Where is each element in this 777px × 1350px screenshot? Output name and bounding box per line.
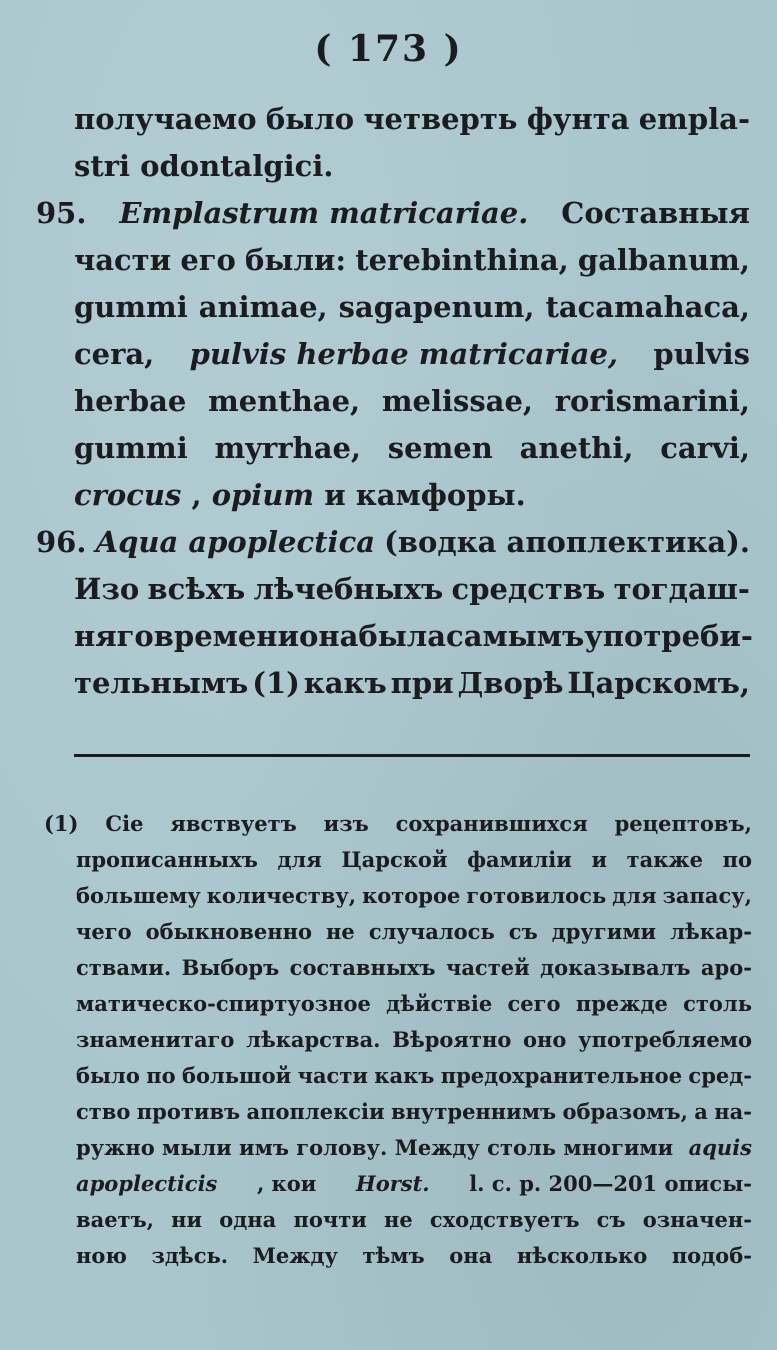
footnote-line-segment: ваетъ, ни одна почти не сходствуетъ съ означен- bbox=[76, 1207, 752, 1232]
text-line bbox=[74, 566, 750, 613]
text-line-segment: Изо всѣхъ лѣчебныхъ средствъ тогдаш- bbox=[74, 572, 750, 606]
text-line-segment: crocus bbox=[74, 478, 182, 512]
footnote-divider bbox=[74, 754, 750, 757]
text-line-segment: получаемо было четверть фунта empla- bbox=[74, 102, 750, 136]
footnote-line bbox=[76, 986, 752, 1022]
footnote-line bbox=[76, 1202, 752, 1238]
text-line bbox=[74, 660, 750, 707]
text-line-segment: gummi animae, sagapenum, tacamahaca, bbox=[74, 290, 750, 324]
footnote-line-segment: l. c. p. 200—201 описы- bbox=[469, 1171, 752, 1196]
text-line bbox=[74, 331, 750, 378]
text-line-segment: 96. bbox=[36, 525, 87, 559]
footnote-line-segment: было по большой части какъ предохранительное сред- bbox=[76, 1063, 752, 1088]
text-line-segment: pulvis bbox=[653, 337, 750, 371]
footnote-line-segment: aquis bbox=[688, 1135, 752, 1160]
text-line bbox=[74, 613, 753, 660]
text-line-segment: Aqua apoplectica bbox=[95, 525, 376, 559]
footnote-line-segment: матическо-спиртуозное дѣйствіе сего прежде столь bbox=[76, 991, 752, 1016]
text-line-segment: Emplastrum matricariae. bbox=[119, 196, 529, 230]
footnote-line-segment: ство противъ апоплексіи внутреннимъ образомъ, а на- bbox=[76, 1099, 752, 1124]
text-line-segment: и камфоры. bbox=[324, 478, 526, 512]
text-line-segment: pulvis herbae matricariae, bbox=[189, 337, 619, 371]
footnote-line bbox=[76, 842, 752, 878]
footnote-line-segment: знаменитаго лѣкарства. Вѣроятно оно употребляемо bbox=[76, 1027, 752, 1052]
footnote-line-segment: , кои bbox=[256, 1171, 317, 1196]
page-number: ( 173 ) bbox=[314, 28, 463, 70]
text-line-segment: stri odontalgici. bbox=[74, 149, 334, 183]
text-line-segment: , bbox=[191, 478, 202, 512]
footnote-line-segment: ствами. Выборъ составныхъ частей доказывалъ аро- bbox=[76, 955, 752, 980]
text-line bbox=[74, 96, 750, 143]
footnote-line bbox=[76, 1166, 752, 1202]
footnote-line bbox=[44, 806, 752, 842]
footnote-line-segment: прописанныхъ для Царской фамиліи и также по bbox=[76, 847, 752, 872]
footnote-line bbox=[76, 1238, 752, 1274]
footnote-line bbox=[76, 950, 752, 986]
text-line-segment: части его были: terebinthina, galbanum, bbox=[74, 243, 750, 277]
footnote-line-segment: apoplecticis bbox=[76, 1171, 218, 1196]
text-line-segment: cera, bbox=[74, 337, 155, 371]
text-line-segment: Составныя bbox=[561, 196, 750, 230]
footnote bbox=[44, 806, 752, 1274]
text-line-segment: herbae menthae, melissae, rorismarini, bbox=[74, 384, 750, 418]
text-line bbox=[74, 143, 750, 190]
footnote-line-segment: ружно мыли имъ голову. Между столь многими bbox=[76, 1135, 674, 1160]
text-line-segment: opium bbox=[211, 478, 315, 512]
text-line bbox=[74, 378, 750, 425]
footnote-line bbox=[76, 1094, 752, 1130]
text-line-segment: тельнымъ (1) какъ при Дворѣ Царскомъ, bbox=[74, 666, 750, 700]
main-text bbox=[36, 96, 753, 707]
footnote-line-segment: Horst. bbox=[355, 1171, 430, 1196]
text-line-segment: няго времени она была самымъ употреби- bbox=[74, 619, 753, 653]
footnote-line bbox=[76, 878, 752, 914]
text-line-segment: gummi myrrhae, semen anethi, carvi, bbox=[74, 431, 750, 465]
footnote-line-segment: (1) Сіе явствуетъ изъ сохранившихся рецептовъ, bbox=[44, 811, 752, 836]
text-line bbox=[74, 237, 750, 284]
footnote-line bbox=[76, 914, 752, 950]
text-line bbox=[74, 472, 750, 519]
footnote-line bbox=[76, 1130, 752, 1166]
text-line bbox=[74, 425, 750, 472]
text-line-segment: 95. bbox=[36, 196, 87, 230]
text-line bbox=[74, 284, 750, 331]
text-line bbox=[36, 190, 750, 237]
text-line-segment: (водка апоплектика). bbox=[384, 525, 750, 559]
footnote-line bbox=[76, 1058, 752, 1094]
text-line bbox=[36, 519, 750, 566]
footnote-line bbox=[76, 1022, 752, 1058]
footnote-line-segment: ною здѣсь. Между тѣмъ она нѣсколько подоб- bbox=[76, 1243, 752, 1268]
footnote-line-segment: чего обыкновенно не случалось съ другими лѣкар- bbox=[76, 919, 752, 944]
footnote-line-segment: большему количеству, которое готовилось для запасу, bbox=[76, 883, 752, 908]
